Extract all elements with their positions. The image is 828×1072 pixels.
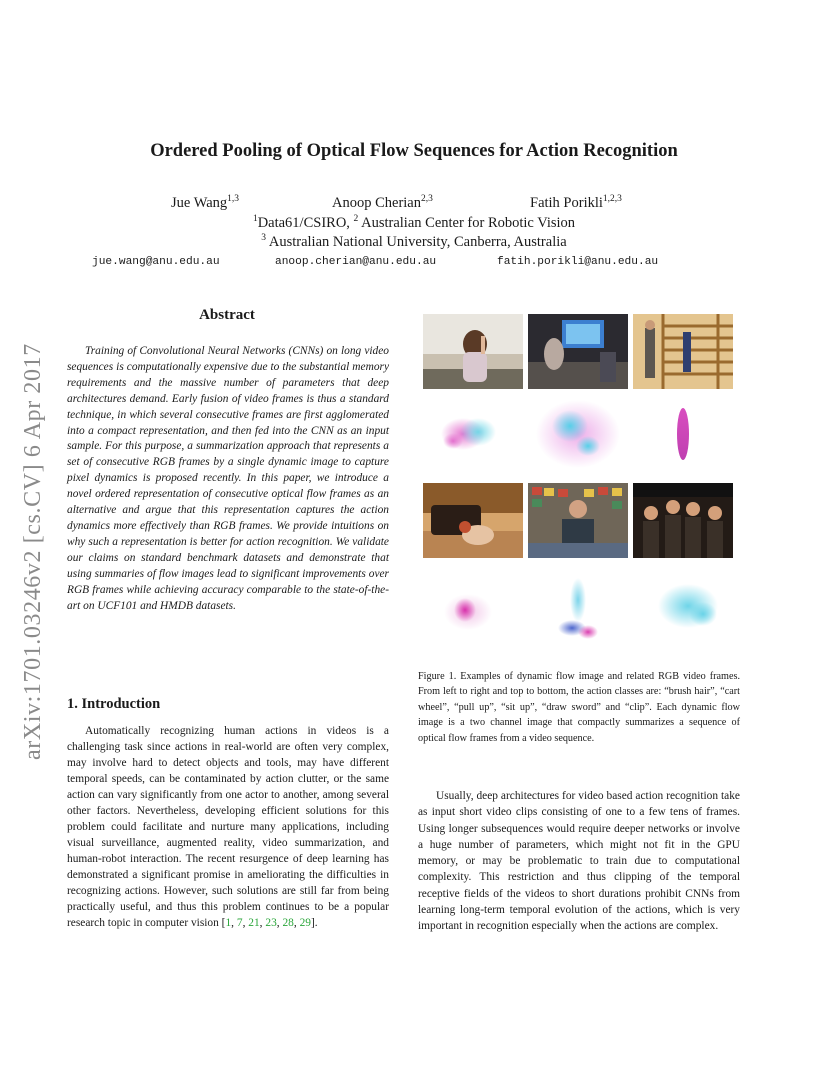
abstract-text: Training of Convolutional Neural Networks (CNNs) on long video sequences is computationally expensive due to the substantial memory requirements and the massive number of parameters that deep architectures demand. Early fusion of video frames is thus a standard technique, in which several consecutive frames are first agglomerated into a compact representation, and then fed into the CNN as an input sample. For this purpose, a summarization approach that represents a set of consecutive RGB frames by a single dynamic image to capture pixel dynamics is proposed recently. In this paper, we introduce a novel ordered representation of consecutive optical flow frames as an alternative and argue that this representation captures the action dynamics more effectively than RGB frames. We provide intuitions on why such a representation is better for action recognition. We validate our claims on standard benchmark datasets and demonstrate that using summaries of flow images lead to significant improvements over RGB frames while achieving accuracy comparable to the state-of-the-art on UCF101 and HMDB datasets. [67, 345, 389, 612]
author-line [0, 194, 828, 214]
flow-image-draw-sword [528, 570, 628, 645]
flow-image-sit-up [423, 570, 523, 645]
figure-1 [421, 312, 735, 626]
abstract-heading: Abstract [199, 307, 255, 323]
rgb-frame-clip [633, 483, 733, 558]
author-3: Fatih Porikli$^{1,2,3}$ [530, 194, 622, 211]
flow-image-pull-up [633, 396, 733, 471]
rgb-frame-pull-up [633, 314, 733, 389]
citation-link[interactable]: 29 [299, 917, 311, 929]
flow-image-brush-hair [423, 396, 523, 471]
arxiv-stamp: arXiv:1701.03246v2 [cs.CV] 6 Apr 2017 [20, 343, 46, 760]
author-1: Jue Wang$^{1,3}$ [171, 194, 240, 211]
figure-1-caption: Figure 1. Examples of dynamic flow image and related RGB video frames. From left to right and top to bottom, the action classes are: “brush hair”, “cart wheel”, “pull up”, “sit up”, “draw sword” and “clip”. Each dynamic flow image is a two channel image that compactly summarizes a sequence of optical flow frames from a video sequence. [418, 671, 740, 744]
rgb-frame-sit-up [423, 483, 523, 558]
rgb-frame-cart-wheel [528, 314, 628, 389]
email-1[interactable]: jue.wang@anu.edu.au [92, 256, 220, 268]
introduction-heading: 1. Introduction [67, 696, 161, 712]
flow-image-clip [633, 570, 733, 645]
flow-image-cart-wheel [528, 396, 628, 471]
rgb-frame-draw-sword [528, 483, 628, 558]
citation-link[interactable]: 21 [248, 917, 260, 929]
citation-link[interactable]: 1 [225, 917, 232, 929]
email-3[interactable]: fatih.porikli@anu.edu.au [497, 256, 659, 268]
email-2[interactable]: anoop.cherian@anu.edu.au [275, 256, 437, 268]
citation-link[interactable]: 23 [265, 917, 277, 929]
rgb-frame-brush-hair [423, 314, 523, 389]
abstract-body [67, 344, 389, 614]
citation-link[interactable]: 7 [236, 917, 243, 929]
introduction-paragraph: Automatically recognizing human actions in videos is a challenging task since actions in real-world are often very complex, may involve hard to detect objects and tools, may have different temporal speeds, can be contaminated by action clutter, or the same action can vary significantly from one actor to another, among several other factors. Nevertheless, developing efficient solutions for this problem could facilitate and nurture many applications, including visual surveillance, augmented reality, video summarization, and human-robot interaction. The recent resurgence of deep learning has demonstrated a significant promise in ameliorating the difficulties in recognizing actions. However, such solutions are still far from being practically useful, and thus this problem continues to be a popular research topic in computer vision [1, 7, 21, 23, 28, 29]. [67, 725, 389, 929]
right-column-paragraph: Usually, deep architectures for video based action recognition take as input short video clips consisting of one to a few tens of frames. Using longer subsequences would require deeper networks or involve a huge number of parameters, which might not fit in the GPU memory, or may be problematic to train due to computational complexity. This restriction and thus clipping of the temporal receptive fields of the videos to short durations prohibit CNNs from learning long-term temporal evolution of the actions, which is very important in recognition especially when the actions are complex. [418, 790, 740, 933]
author-2: Anoop Cherian$^{2,3}$ [332, 194, 433, 211]
paper-title: Ordered Pooling of Optical Flow Sequences for Action Recognition [150, 141, 678, 161]
right-column-body [418, 788, 740, 935]
citation-link[interactable]: 28 [282, 917, 294, 929]
email-line [0, 256, 828, 272]
affiliation-line-1: $^1$Data61/CSIRO, $^2$ Australian Center for Robotic Vision [252, 214, 576, 231]
affiliation-line-2: $^3$ Australian National University, Canberra, Australia [261, 233, 567, 250]
introduction-body [67, 723, 389, 931]
